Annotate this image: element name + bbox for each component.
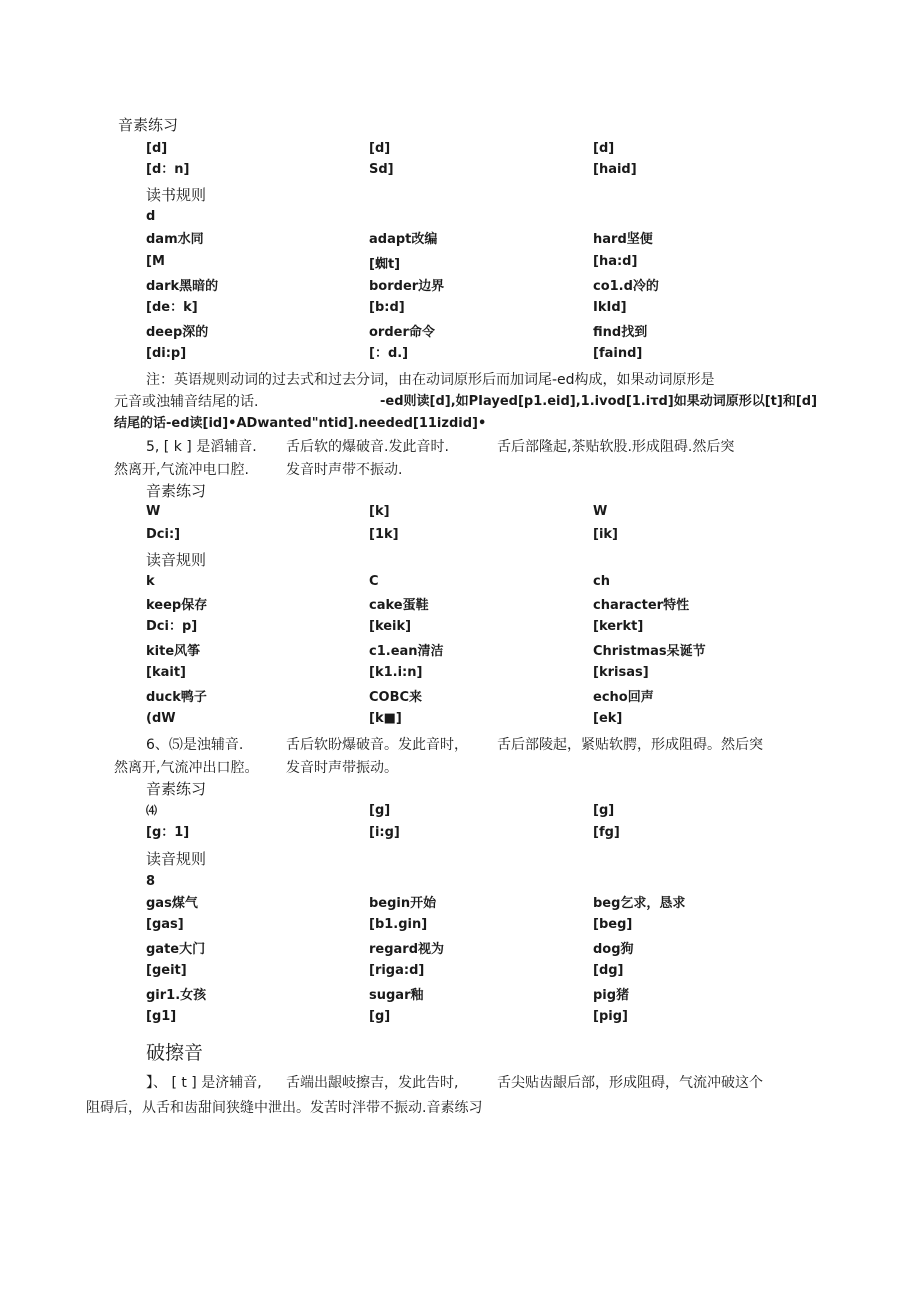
word-cell: dark黑暗的 (146, 279, 219, 294)
description-line: 舌尖贴齿龈后部，形成阻碍，气流冲破这个 (497, 1075, 763, 1091)
phoneme-cell: Dci:] (146, 527, 181, 542)
word-cell: c1.ean清洁 (369, 644, 444, 659)
word-cell: kite风筝 (146, 644, 201, 659)
phonetic-cell: [beg] (593, 917, 633, 932)
note-line: 结尾的话-ed读[id]•ADwanted"ntid].needed[11izdid]• (114, 416, 487, 431)
word-cell: gas煤气 (146, 896, 198, 911)
description-line: 舌后软盼爆破音。发此音时， (286, 737, 468, 753)
word-cell: adapt改编 (369, 232, 438, 247)
rule-letter: ch (593, 574, 610, 589)
phonetic-cell: [k1.i:n] (369, 665, 423, 680)
phonetic-cell: [keik] (369, 619, 412, 634)
word-cell: border边界 (369, 279, 445, 294)
phonetic-cell: [：d.] (369, 346, 409, 361)
section-title: 破擦音 (146, 1042, 204, 1064)
phoneme-cell: W (146, 504, 161, 519)
phoneme-cell: [g] (369, 803, 391, 818)
phoneme-cell: [k] (369, 504, 390, 519)
phoneme-cell: [d：n] (146, 162, 190, 177)
rule-letter: C (369, 574, 379, 589)
rule-letter: 8 (146, 874, 156, 889)
description-line: 然离开,气流冲出口腔。 (114, 760, 259, 776)
word-cell: keep保存 (146, 598, 208, 613)
phonetic-cell: [ha:d] (593, 254, 638, 269)
description-line: 发音时声带不振动. (286, 462, 403, 478)
word-cell: order命令 (369, 325, 435, 340)
phonetic-cell: [di:p] (146, 346, 187, 361)
description-line: 阻碍后，从舌和齿甜间狭缝中泄出。发苦时泮带不振动.音素练习 (86, 1100, 483, 1116)
phoneme-cell: [i:g] (369, 825, 400, 840)
word-cell: Christmas呆诞节 (593, 644, 706, 659)
word-cell: dam水同 (146, 232, 204, 247)
phonetic-cell: [g] (369, 1009, 391, 1024)
word-cell: pig猪 (593, 988, 630, 1003)
word-cell: echo回声 (593, 690, 654, 705)
phoneme-cell: [fg] (593, 825, 620, 840)
phoneme-cell: [g：1] (146, 825, 190, 840)
phonetic-cell: [dg] (593, 963, 624, 978)
rule-heading: 读音规则 (146, 551, 207, 569)
word-cell: COBC来 (369, 690, 423, 705)
phoneme-cell: [g] (593, 803, 615, 818)
section-heading: 音素练习 (146, 482, 207, 500)
note-line: 注：英语规则动词的过去式和过去分词，由在动词原形后而加词尾-ed构成，如果动词原形是 (146, 372, 715, 388)
phonetic-cell: [riga:d] (369, 963, 425, 978)
word-cell: dog狗 (593, 942, 634, 957)
phoneme-cell: [1k] (369, 527, 399, 542)
phonetic-cell: [b1.gin] (369, 917, 428, 932)
word-cell: gir1.女孩 (146, 988, 207, 1003)
word-cell: gate大门 (146, 942, 206, 957)
phonetic-cell: [b:d] (369, 300, 405, 315)
description-line: 舌后软的爆破音.发此音时. (286, 439, 449, 455)
word-cell: beg乞求，恳求 (593, 896, 686, 911)
rule-letter: k (146, 574, 155, 589)
phonetic-cell: Dci：p] (146, 619, 198, 634)
phoneme-cell: [d] (146, 141, 168, 156)
word-cell: regard视为 (369, 942, 445, 957)
description-line: 舌后部陵起，紧贴软腭，形成阻碍。然后突 (497, 737, 763, 753)
phoneme-cell: ⑷ (146, 804, 157, 817)
rule-letter: d (146, 209, 156, 224)
word-cell: cake蛋鞋 (369, 598, 429, 613)
phonetic-cell: [g1] (146, 1009, 177, 1024)
section-heading: 音素练习 (146, 780, 207, 798)
phoneme-cell: W (593, 504, 608, 519)
word-cell: character特性 (593, 598, 690, 613)
word-cell: co1.d冷的 (593, 279, 659, 294)
phoneme-cell: [haid] (593, 162, 637, 177)
description-line: 然离开,气流冲电口腔. (114, 462, 249, 478)
phonetic-cell: [pig] (593, 1009, 628, 1024)
description-line: 发音时声带振动。 (286, 760, 398, 776)
rule-heading: 读音规则 (146, 850, 207, 868)
phonetic-cell: [蜘t] (369, 257, 401, 272)
phonetic-cell: [ek] (593, 711, 623, 726)
phonetic-cell: [krisas] (593, 665, 649, 680)
phonetic-cell: [faind] (593, 346, 643, 361)
phonetic-cell: (dW (146, 711, 176, 726)
word-cell: deep深的 (146, 325, 209, 340)
phonetic-cell: [gas] (146, 917, 184, 932)
phonetic-cell: [geit] (146, 963, 187, 978)
phonetic-cell: [kerkt] (593, 619, 644, 634)
description-line: 5, [ k ] 是滔辅音. (146, 439, 257, 455)
section-heading: 音素练习 (118, 116, 179, 134)
word-cell: sugar釉 (369, 988, 424, 1003)
word-cell: find找到 (593, 325, 648, 340)
phonetic-cell: IkId] (593, 300, 627, 315)
word-cell: duck鸭子 (146, 690, 207, 705)
description-line: 舌后部隆起,茶贴软股.形成阻碍.然后突 (497, 439, 735, 455)
phonetic-cell: [M (146, 254, 165, 269)
note-line: 元音或浊辅音结尾的话. (114, 394, 259, 410)
description-line: 】、 [ t ] 是济辅音, (146, 1075, 262, 1091)
phoneme-cell: Sd] (369, 162, 394, 177)
phoneme-cell: [d] (369, 141, 391, 156)
phonetic-cell: [k■] (369, 711, 402, 726)
phonetic-cell: [de：k] (146, 300, 198, 315)
note-line: -ed则读[d],如PIayed[p1.eid],1.ivod[1.iτd]如果动词原形以[t]和[d] (380, 394, 818, 409)
description-line: 舌端出龈岐擦吉，发此告时, (286, 1075, 459, 1091)
rule-heading: 读书规则 (146, 186, 207, 204)
word-cell: hard坚便 (593, 232, 653, 247)
phoneme-cell: [d] (593, 141, 615, 156)
word-cell: begin开始 (369, 896, 437, 911)
description-line: 6、⑸是浊辅音. (146, 737, 244, 753)
phoneme-cell: [ik] (593, 527, 618, 542)
phonetic-cell: [kait] (146, 665, 186, 680)
